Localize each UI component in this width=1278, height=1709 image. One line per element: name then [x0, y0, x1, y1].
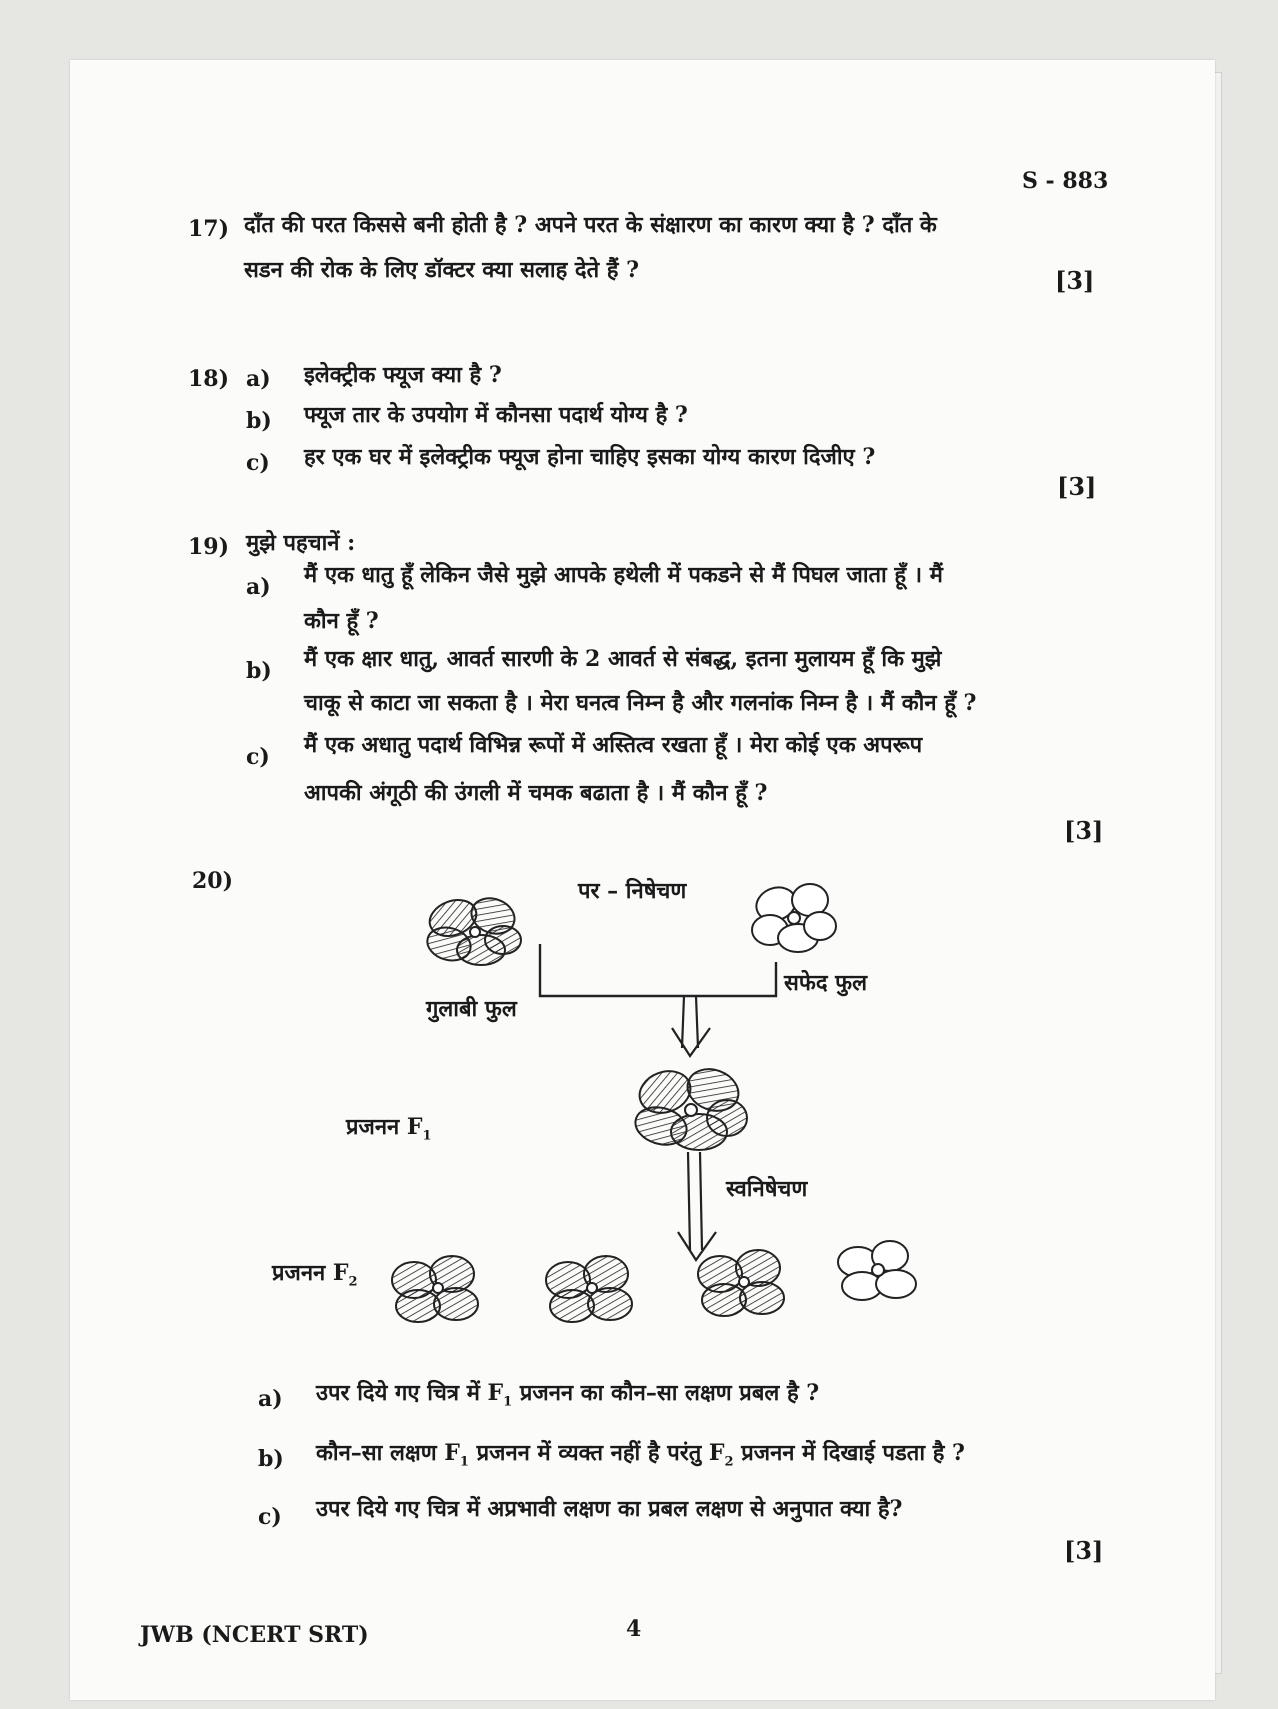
part-text: मैं एक धातु हूँ लेकिन जैसे मुझे आपके हथेली में पकडने से मैं पिघल जाता हूँ । मैं	[304, 562, 943, 588]
part-label: c)	[246, 744, 270, 770]
cross-connector	[540, 944, 776, 996]
question-number: 19)	[188, 534, 230, 560]
question-text: दाँत की परत किससे बनी होती है ? अपने परत के संक्षारण का कारण क्या है ? दाँत के	[244, 212, 937, 238]
paper-code: S - 883	[1022, 168, 1109, 194]
f1-label: प्रजनन $F_1$	[346, 1114, 432, 1144]
question-title: मुझे पहचानें :	[246, 530, 356, 556]
footer-code: JWB (NCERT SRT)	[140, 1622, 369, 1648]
f2-label: प्रजनन $F_2$	[272, 1260, 358, 1290]
marks: [3]	[1064, 816, 1104, 845]
part-label: a)	[246, 366, 271, 392]
parent1-label: गुलाबी फुल	[426, 996, 517, 1022]
part-text: चाकू से काटा जा सकता है । मेरा घनत्व निम्न है और गलनांक निम्न है । मैं कौन हूँ ?	[304, 690, 977, 716]
part-text: आपकी अंगूठी की उंगली में चमक बढाता है । मैं कौन हूँ ?	[304, 780, 768, 806]
part-text: कौन–सा लक्षण $F_1$ प्रजनन में व्यक्त नहीं है परंतु $F_2$ प्रजनन में दिखाई पडता है ?	[316, 1440, 965, 1470]
pink-flower-icon	[424, 893, 521, 966]
white-flower-icon	[752, 882, 836, 952]
f2-pink-flower-icon	[392, 1256, 478, 1322]
part-text: मैं एक अधातु पदार्थ विभिन्न रूपों में अस्तित्व रखता हूँ । मेरा कोई एक अपरूप	[304, 732, 923, 758]
part-text: कौन हूँ ?	[304, 608, 379, 634]
part-label: a)	[258, 1386, 283, 1412]
question-number: 18)	[188, 366, 230, 392]
part-text: इलेक्ट्रीक फ्यूज क्या है ?	[304, 362, 502, 388]
self-fertilisation-label: स्वनिषेचण	[726, 1176, 808, 1202]
f2-pink-flower-icon	[546, 1256, 632, 1322]
part-label: c)	[246, 450, 270, 476]
parent2-label: सफेद फुल	[784, 970, 868, 996]
page-number: 4	[626, 1616, 642, 1642]
marks: [3]	[1057, 472, 1097, 501]
part-label: b)	[258, 1446, 284, 1472]
f2-pink-flower-icon	[698, 1250, 784, 1316]
question-text: सडन की रोक के लिए डॉक्टर क्या सलाह देते हैं ?	[244, 257, 640, 283]
f1-pink-flower-icon	[631, 1062, 747, 1150]
part-label: b)	[246, 658, 272, 684]
part-text: उपर दिये गए चित्र में $F_1$ प्रजनन का कौन–सा लक्षण प्रबल है ?	[316, 1380, 820, 1410]
marks: [3]	[1064, 1536, 1104, 1565]
part-text: मैं एक क्षार धातु, आवर्त सारणी के 2 आवर्त से संबद्ध, इतना मुलायम हूँ कि मुझे	[304, 646, 942, 672]
marks: [3]	[1055, 266, 1095, 295]
cross-label: पर – निषेचण	[578, 878, 687, 904]
down-arrow-icon	[678, 1152, 716, 1260]
question-number: 17)	[188, 216, 230, 242]
question-number: 20)	[192, 868, 234, 894]
part-label: b)	[246, 408, 272, 434]
part-label: a)	[246, 574, 271, 600]
part-text: फ्यूज तार के उपयोग में कौनसा पदार्थ योग्य है ?	[304, 402, 688, 428]
f2-white-flower-icon	[838, 1241, 916, 1300]
exam-page	[70, 60, 1215, 1700]
part-label: c)	[258, 1504, 282, 1530]
part-text: उपर दिये गए चित्र में अप्रभावी लक्षण का प्रबल लक्षण से अनुपात क्या है?	[316, 1496, 903, 1522]
part-text: हर एक घर में इलेक्ट्रीक फ्यूज होना चाहिए इसका योग्य कारण दिजीए ?	[304, 444, 876, 470]
down-arrow-icon	[672, 996, 710, 1056]
